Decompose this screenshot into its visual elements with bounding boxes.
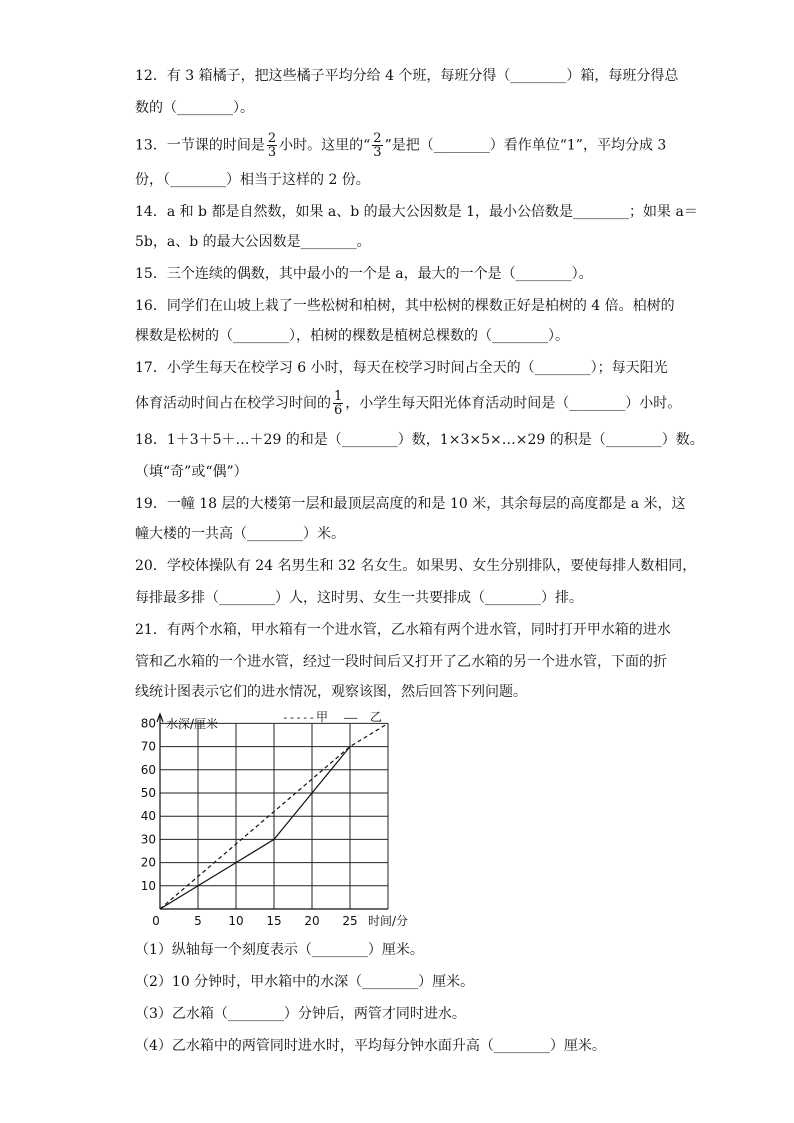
q13-text-c: ”是把（________）看作单位“1”，平均分成 3 (384, 137, 667, 154)
q17-line2 (135, 390, 681, 417)
q20-line2: 每排最多排（________）人，这时男、女生一共要排成（________）排。 (135, 590, 583, 606)
q21-sub4: （4）乙水箱中的两管同时进水时，平均每分钟水面升高（________）厘米。 (135, 1038, 606, 1054)
q16-line2: 棵数是松树的（________），柏树的棵数是植树总棵数的（________）。 (135, 328, 569, 344)
x-tick-label: 5 (194, 914, 202, 928)
q18-line1: 18．1＋3＋5＋…＋29 的和是（________）数，1×3×5×…×29 的积是（________）数。 (135, 432, 704, 448)
q14-line1: 14．a 和 b 都是自然数，如果 a、b 的最大公因数是 1，最小公倍数是________；如果 a＝ (135, 204, 698, 220)
q14-line2: 5b，a、b 的最大公因数是________。 (135, 234, 371, 250)
x-tick-label: 25 (342, 914, 358, 928)
q12-line1: 12．有 3 箱橘子，把这些橘子平均分给 4 个班，每班分得（________）箱，每班分得总 (135, 68, 679, 84)
q21-line2: 管和乙水箱的一个进水管，经过一段时间后又打开了乙水箱的另一个进水管，下面的折 (135, 654, 667, 670)
q21-line3: 线统计图表示它们的进水情况，观察该图，然后回答下列问题。 (135, 684, 527, 700)
q21-line1: 21．有两个水箱，甲水箱有一个进水管，乙水箱有两个进水管，同时打开甲水箱的进水 (135, 622, 671, 638)
q18-line2: （填“奇”或“偶”） (135, 464, 248, 480)
y-axis-label: 水深/厘米 (166, 717, 219, 731)
legend-label: 乙 (370, 710, 383, 724)
y-tick-label: 40 (140, 809, 156, 824)
legend-marker: —— (344, 711, 358, 724)
q12-line2: 数的（________）。 (135, 100, 254, 116)
q13-text-a: 13．一节课的时间是 (135, 137, 265, 154)
q13-text-b: 小时。这里的“ (279, 137, 371, 154)
y-tick-label: 30 (140, 832, 156, 847)
q17-text-a: 体育活动时间占在校学习时间的 (135, 395, 331, 412)
legend-label: 甲 (316, 710, 329, 724)
q21-sub2: （2）10 分钟时，甲水箱中的水深（________）厘米。 (135, 974, 475, 990)
q21-sub1: （1）纵轴每一个刻度表示（________）厘米。 (135, 942, 424, 958)
y-tick-label: 10 (140, 878, 156, 893)
q13-line2: 份，（________）相当于这样的 2 份。 (135, 172, 370, 188)
q16-line1: 16．同学们在山坡上栽了一些松树和柏树，其中松树的棵数正好是柏树的 4 倍。柏树的 (135, 298, 675, 314)
y-tick-label: 70 (140, 739, 156, 754)
x-tick-label: 10 (228, 914, 244, 928)
q19-line2: 幢大楼的一共高（________）米。 (135, 526, 345, 542)
q17-text-b: ，小学生每天阳光体育活动时间是（________）小时。 (345, 395, 682, 412)
y-tick-label: 50 (140, 786, 156, 800)
q17-fraction: $\frac{1}{6}$ (334, 389, 343, 418)
legend-marker: ----- (282, 711, 316, 724)
origin-label: 0 (152, 914, 160, 928)
q15-line1: 15．三个连续的偶数，其中最小的一个是 a，最大的一个是（________）。 (135, 266, 593, 282)
q13-fraction-1: $\frac{2}{3}$ (267, 131, 277, 160)
q21-sub3: （3）乙水箱（________）分钟后，两管才同时进水。 (135, 1006, 466, 1022)
q13-fraction-2: $\frac{2}{3}$ (373, 131, 382, 160)
y-tick-label: 60 (140, 762, 156, 777)
line-chart-svg (130, 708, 430, 938)
q17-line1: 17．小学生每天在校学习 6 小时，每天在校学习时间占全天的（________）；每天阳光 (135, 360, 668, 376)
x-tick-label: 15 (266, 914, 282, 928)
q13-line1 (135, 132, 666, 159)
line-chart (130, 708, 430, 938)
x-tick-label: 20 (304, 914, 320, 928)
x-axis-label: 时间/分 (368, 914, 409, 928)
y-tick-label: 20 (140, 855, 156, 870)
y-tick-label: 80 (140, 716, 156, 731)
q20-line1: 20．学校体操队有 24 名男生和 32 名女生。如果男、女生分别排队，要使每排人数相同， (135, 558, 697, 574)
q19-line1: 19．一幢 18 层的大楼第一层和最顶层高度的和是 10 米，其余每层的高度都是 a 米，这 (135, 496, 686, 512)
